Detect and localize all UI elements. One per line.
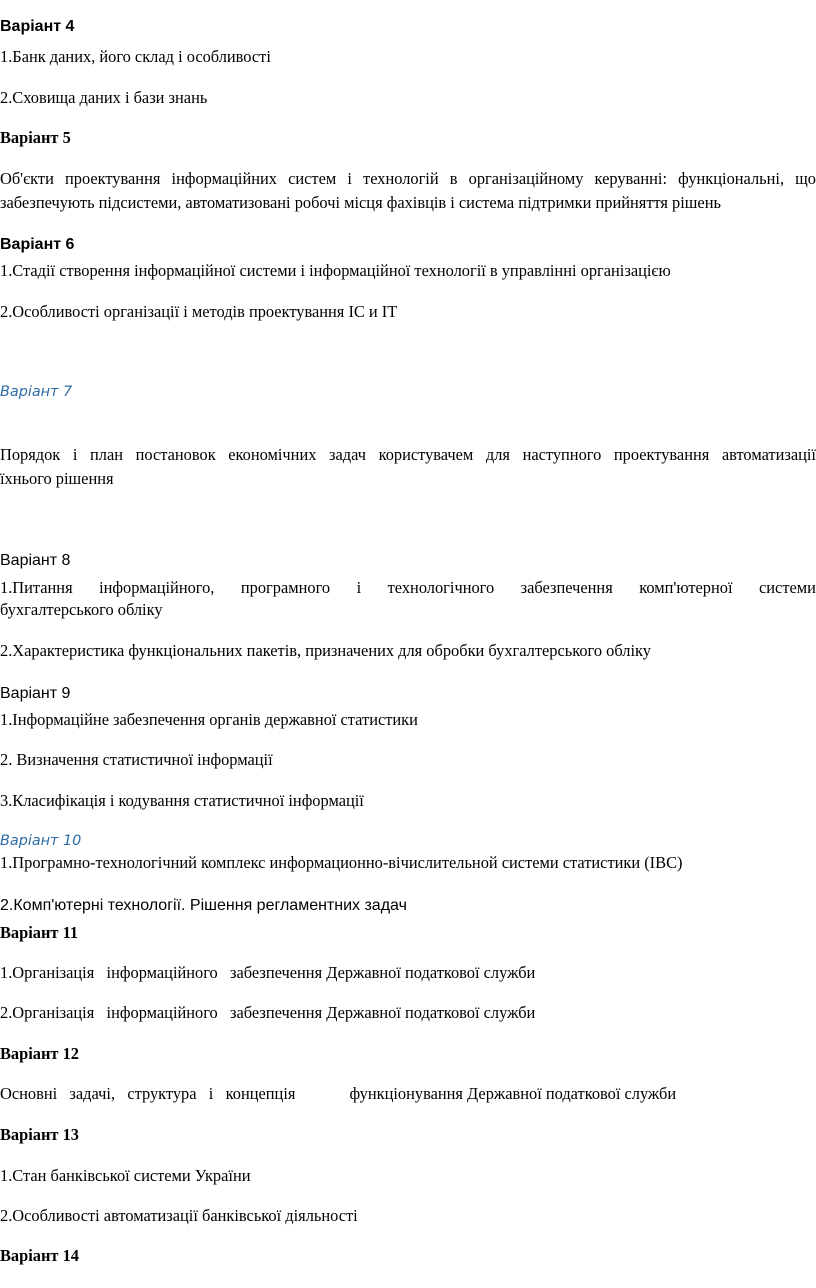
variant-9-item-3: 3.Класифікація і кодування статистичної інформації <box>0 791 364 810</box>
word: системи <box>759 578 816 597</box>
word: технологічного <box>387 578 495 597</box>
variant-5-heading: Варіант 5 <box>0 128 71 147</box>
variant-8-heading: Варіант 8 <box>0 552 71 569</box>
word: інформаційного, <box>99 578 215 597</box>
word: і <box>356 578 362 597</box>
variant-10-item-2: 2.Комп'ютерні технології. Рішення регламентних задач <box>0 897 407 914</box>
variant-10-heading: Варіант 10 <box>0 833 82 849</box>
word: комп'ютерної <box>639 578 733 597</box>
variant-8-item-2: 2.Характеристика функціональних пакетів, призначених для обробки бухгалтерського обліку <box>0 641 651 660</box>
variant-6-item-1: 1.Стадії створення інформаційної системи і інформаційної технології в управлінні організацією <box>0 261 671 280</box>
variant-12-heading: Варіант 12 <box>0 1044 79 1063</box>
variant-4-item-1: 1.Банк даних, його склад і особливості <box>0 47 271 66</box>
word: забезпечення <box>520 578 613 597</box>
variant-9-item-2: 2. Визначення статистичної інформації <box>0 750 273 769</box>
variant-6-heading: Варіант 6 <box>0 236 75 253</box>
variant-4-heading: Варіант 4 <box>0 18 75 35</box>
variant-12-text <box>0 1084 676 1104</box>
variant-4-item-2: 2.Сховища даних і бази знань <box>0 88 208 107</box>
variant-13-item-1: 1.Стан банківської системи України <box>0 1166 251 1185</box>
variant-5-text-line-1: Об'єкти проектування інформаційних систем і технологій в організаційному керуванні: функціональні, що <box>0 169 816 188</box>
variant-11-heading: Варіант 11 <box>0 923 79 942</box>
variant-7-heading: Варіант 7 <box>0 384 73 400</box>
word: програмного <box>240 578 331 597</box>
variant-7-text-line-2: їхнього рішення <box>0 469 114 488</box>
variant-11-item-2: 2.Організація інформаційного забезпечення Державної податкової служби <box>0 1003 536 1022</box>
variant-8-item-1-line-1 <box>0 578 816 598</box>
variant-8-item-1-line-2: бухгалтерського обліку <box>0 600 163 619</box>
variant-12-text-b: функціонування Державної податкової служби <box>349 1084 677 1103</box>
variant-10-item-1: 1.Програмно-технологічний комплекс информационно-вічислительной системи статистики (ІВС) <box>0 853 683 872</box>
variant-12-text-a: Основні задачі, структура і концепція <box>0 1084 296 1103</box>
variant-5-text-line-2: забезпечують підсистеми, автоматизовані робочі місця фахівців і система підтримки прийняття рішень <box>0 193 721 212</box>
variant-9-item-1: 1.Інформаційне забезпечення органів державної статистики <box>0 710 418 729</box>
variant-13-item-2: 2.Особливості автоматизації банківської діяльності <box>0 1206 358 1225</box>
variant-6-item-2: 2.Особливості організації і методів проектування ІС и ІТ <box>0 302 398 321</box>
variant-9-heading: Варіант 9 <box>0 685 71 702</box>
word: 1.Питання <box>0 578 73 597</box>
variant-7-text-line-1: Порядок і план постановок економічних задач користувачем для наступного проектування автоматизації <box>0 445 816 464</box>
variant-14-heading: Варіант 14 <box>0 1246 79 1265</box>
variant-11-item-1: 1.Організація інформаційного забезпечення Державної податкової служби <box>0 963 536 982</box>
variant-13-heading: Варіант 13 <box>0 1125 79 1144</box>
